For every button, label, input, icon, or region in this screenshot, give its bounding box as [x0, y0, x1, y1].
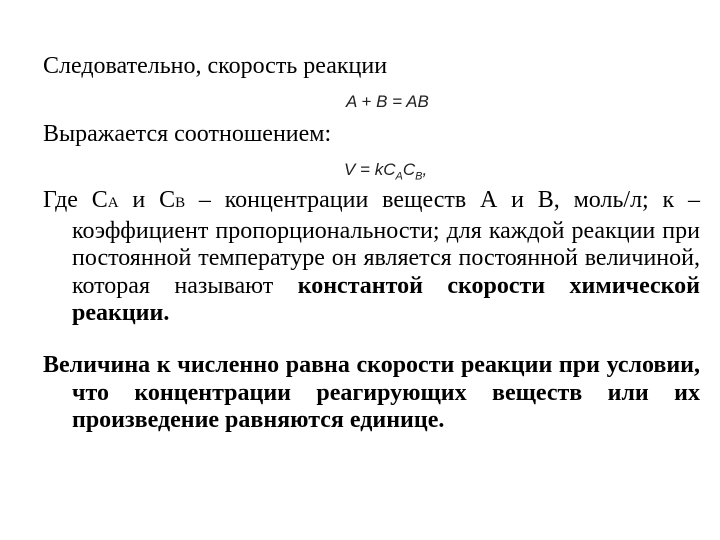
- text-line-expressed: Выражается соотношением:: [43, 121, 332, 147]
- formula-reaction: A + B = AB: [346, 92, 429, 111]
- formula-lhs: V = kC: [344, 160, 396, 179]
- formula-tail: ,: [422, 160, 428, 179]
- text-line-reaction-rate: Следовательно, скорость реакции: [43, 53, 388, 79]
- para1-bold-term: константой скорости химической реакции.: [72, 272, 700, 326]
- paragraph-definition: [43, 187, 700, 328]
- para1-sub-b: В: [175, 195, 186, 211]
- paragraph-rate-constant: [43, 352, 700, 435]
- formula-mid: C: [402, 160, 416, 179]
- formula-rate-law: [344, 160, 427, 182]
- para1-t3: – концентрации веществ А и В, моль/л; к – коэффициент пропорциональности; для каждой реакции при постоянной температуре он является постоянной величиной, которая называют: [72, 187, 700, 299]
- para1-sub-a: А: [107, 195, 119, 211]
- para2-bold-text: Величина к численно равна скорости реакции при условии, что концентрации реагирующих веществ или их произведение равняются единице.: [43, 352, 700, 433]
- formula-sub-a: A: [395, 170, 403, 183]
- para1-t2: и С: [118, 187, 176, 213]
- formula-sub-b: B: [415, 170, 423, 183]
- para1-t1: Где С: [43, 187, 108, 213]
